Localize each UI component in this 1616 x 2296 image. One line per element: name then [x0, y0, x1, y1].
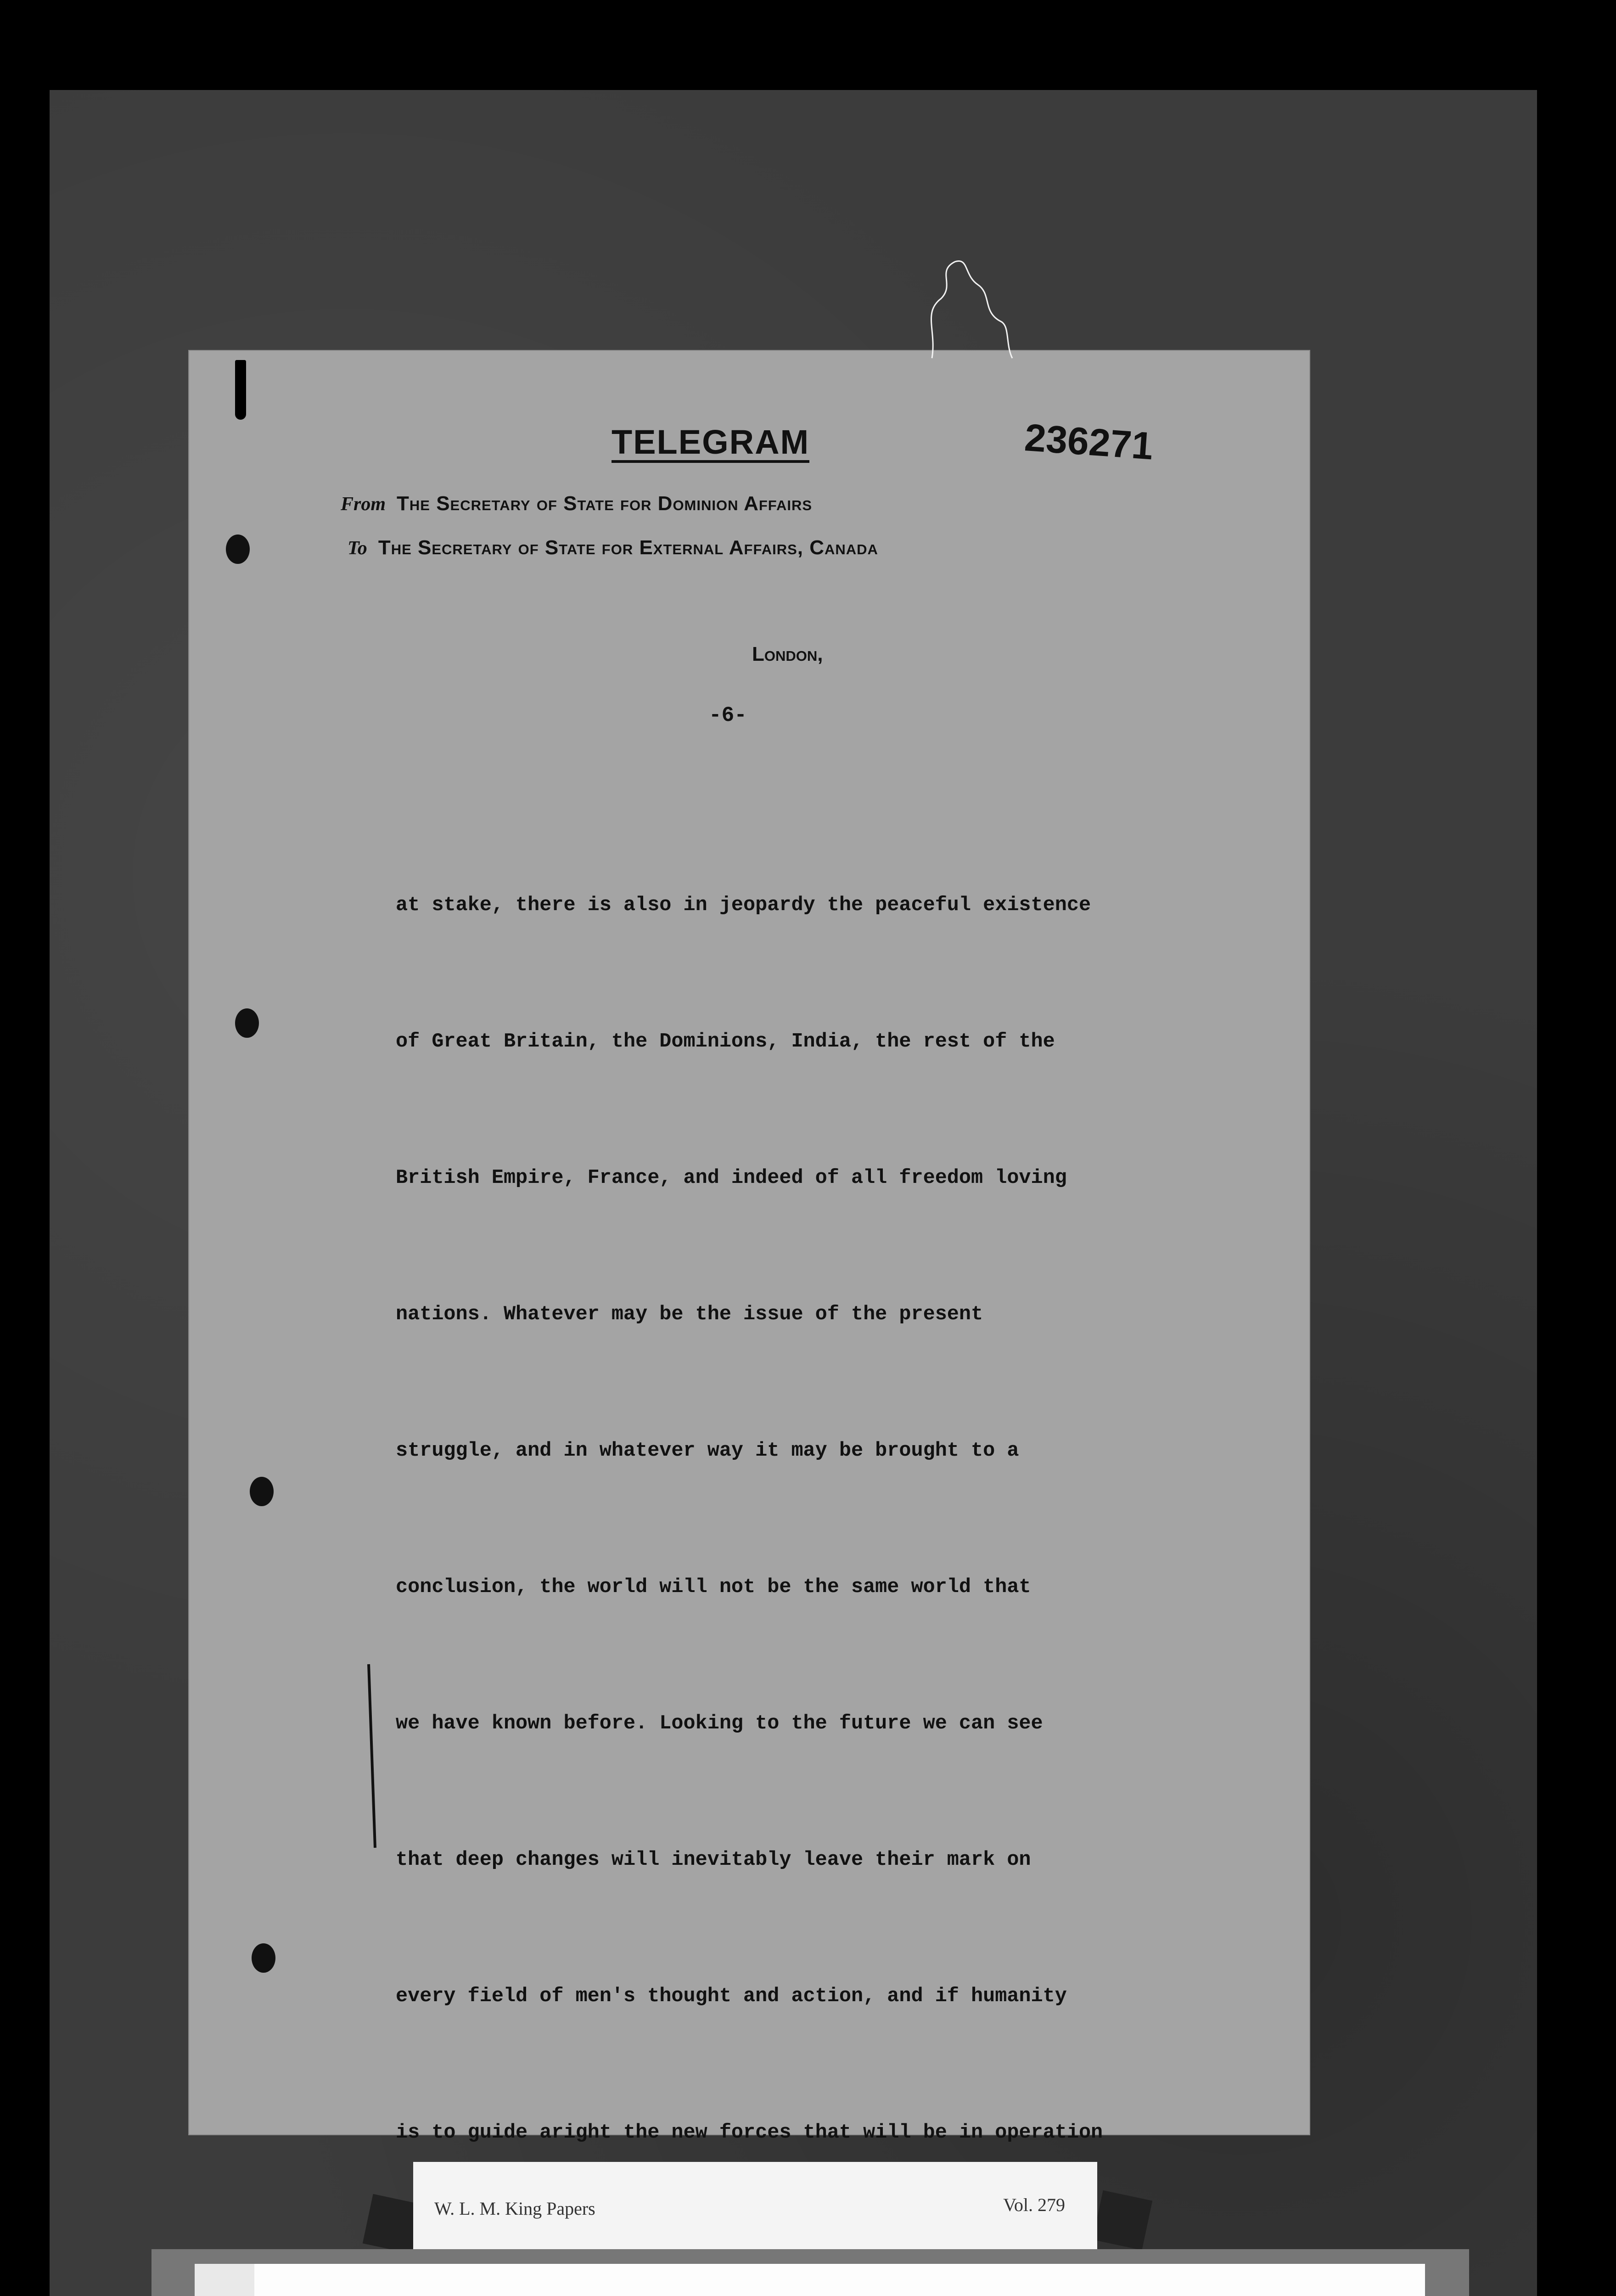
body-line: at stake, there is also in jeopardy the peaceful existence [396, 894, 1091, 917]
from-value: The Secretary of State for Dominion Affairs [397, 492, 813, 515]
tape-stub [1093, 2190, 1152, 2250]
telegram-number: 236271 [1023, 416, 1155, 468]
place-line: London, [752, 643, 823, 665]
margin-pencil-mark [367, 1664, 376, 1848]
body-line: we have known before. Looking to the future we can see [396, 1712, 1043, 1735]
body-line: that deep changes will inevitably leave their mark on [396, 1849, 1031, 1871]
body-line: of Great Britain, the Dominions, India, the rest of the [396, 1030, 1055, 1053]
body-line: British Empire, France, and indeed of all freedom loving [396, 1167, 1067, 1189]
punch-hole [226, 535, 250, 564]
to-value: The Secretary of State for External Affairs, Canada [378, 536, 878, 559]
body-line: nations. Whatever may be the issue of the present [396, 1303, 983, 1326]
volume-number: Vol. 279 [1003, 2195, 1065, 2215]
from-line [341, 492, 812, 515]
punch-hole [250, 1477, 274, 1506]
stamp-fold-edge [195, 2264, 254, 2296]
body-line: struggle, and in whatever way it may be brought to a [396, 1440, 1019, 1462]
body-line: conclusion, the world will not be the same world that [396, 1576, 1031, 1598]
from-label: From [341, 494, 386, 515]
telegram-page [189, 351, 1309, 2144]
archives-stamp [195, 2264, 1425, 2296]
to-line [348, 536, 878, 559]
page-marker: -6- [709, 703, 747, 727]
body-line: is to guide aright the new forces that will be in operation [396, 2122, 1103, 2144]
punch-hole [252, 1943, 275, 1973]
telegram-body [396, 792, 1291, 2296]
to-label: To [348, 538, 367, 559]
body-line: every field of men's thought and action, and if humanity [396, 1985, 1067, 2008]
collection-name: W. L. M. King Papers [434, 2198, 595, 2219]
telegram-heading: TELEGRAM [612, 424, 809, 463]
stray-hair [927, 257, 1015, 363]
punch-hole [235, 1008, 259, 1038]
tear-mark [235, 360, 246, 420]
